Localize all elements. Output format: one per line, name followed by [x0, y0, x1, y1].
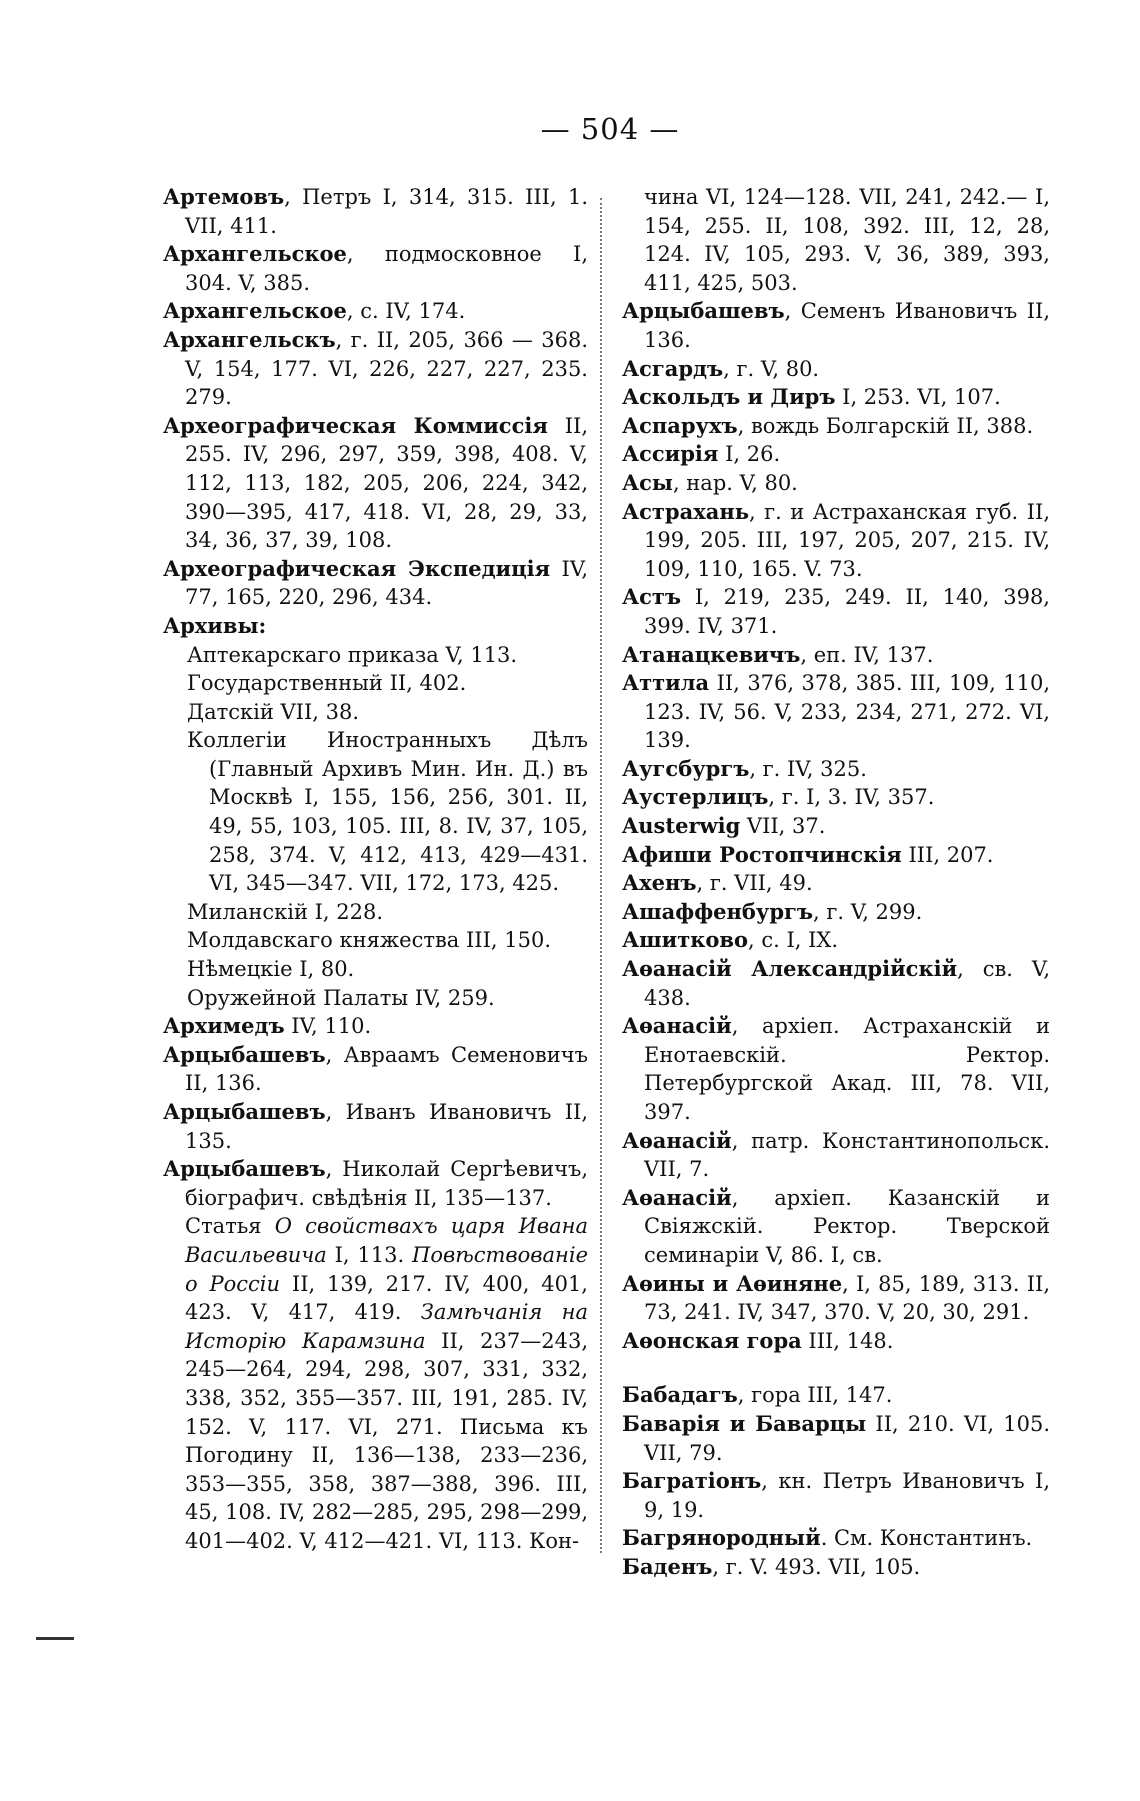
entry-headword: Аттила	[622, 670, 710, 696]
entry-headword: Архимедъ	[163, 1013, 285, 1039]
entry-references: , Петръ I, 314, 315. III, 1. VII, 411.	[185, 185, 588, 238]
entry-headword: Астрахань	[622, 498, 749, 524]
subentry-text: Миланскій I, 228.	[187, 899, 384, 924]
entry-references: , г. и Астраханская губ. II, 199, 205. III, 197, 205, 207, 215. IV, 109, 110, 165. V. 73.	[644, 499, 1050, 581]
subentry-text: Датскій VII, 38.	[187, 699, 359, 724]
subentry-text: Коллегіи Иностранныхъ Дѣлъ (Главный Архивъ Мин. Ин. Д.) въ Москвѣ I, 155, 156, 256, 301. II, 49, 55, 103, 105. III, 8. IV, 37, 105, 258, 374. V, 412, 413, 429—431. VI, 345—347. VII, 172, 173, 425.	[187, 728, 588, 896]
index-entry	[622, 1270, 1050, 1327]
index-entry	[622, 183, 1050, 297]
work-title: Повѣствованіе о Россіи	[185, 1242, 588, 1296]
index-entry	[163, 641, 588, 670]
entry-references: , г. VII, 49.	[696, 871, 813, 896]
entry-references: , Николай Сергѣевичъ, біографич. свѣдѣнія II, 135—137.	[185, 1157, 588, 1210]
index-entry	[163, 898, 588, 927]
index-entry	[163, 1155, 588, 1212]
entry-references: I, 26.	[718, 442, 781, 467]
subentry-text: Аптекарскаго приказа V, 113.	[187, 642, 518, 667]
index-entry	[163, 926, 588, 955]
entry-headword: Аѳанасій	[622, 1184, 732, 1210]
entry-continuation: Статья	[185, 1214, 275, 1239]
index-entry	[622, 641, 1050, 670]
entry-headword: Аѳонская гора	[622, 1327, 802, 1353]
index-entry	[622, 1467, 1050, 1524]
entry-continuation: чина VI, 124—128. VII, 241, 242.— I, 154, 255. II, 108, 392. III, 12, 28, 124. IV, 105, 293. V, 36, 389, 393, 411, 425, 503.	[644, 185, 1050, 295]
index-entry	[622, 869, 1050, 898]
entry-headword: Аѳанасій Александрійскій	[622, 956, 958, 982]
entry-headword: Архивы:	[163, 612, 267, 638]
index-entry	[622, 812, 1050, 841]
entry-headword: Austerwig	[622, 813, 741, 839]
entry-references: IV, 110.	[284, 1014, 372, 1039]
index-entry	[163, 1212, 588, 1555]
entry-headword: Асы	[622, 469, 673, 495]
entry-headword: Баварія и Баварцы	[622, 1410, 867, 1436]
work-title: О свойствахъ царя Ивана Васильевича	[185, 1214, 588, 1267]
index-entry	[622, 898, 1050, 927]
index-entry	[622, 355, 1050, 384]
entry-headword: Атанацкевичъ	[622, 641, 801, 667]
index-entry	[163, 726, 588, 898]
entry-references: I, 219, 235, 249. II, 140, 398, 399. IV, 371.	[644, 585, 1050, 638]
index-entry	[622, 1381, 1050, 1410]
index-entry	[622, 1012, 1050, 1126]
entry-references: , подмосковное I, 304. V, 385.	[185, 242, 588, 295]
index-entry	[163, 326, 588, 412]
entry-headword: Арцыбашевъ	[163, 1099, 326, 1124]
index-entry	[622, 412, 1050, 441]
index-entry	[163, 1098, 588, 1155]
index-entry	[163, 183, 588, 240]
entry-headword: Багрянородный	[622, 1525, 821, 1551]
index-entry	[622, 1410, 1050, 1467]
index-entry	[163, 555, 588, 612]
index-entry	[163, 1041, 588, 1098]
index-entry	[622, 755, 1050, 784]
entry-references: , г. V. 493. VII, 105.	[712, 1554, 921, 1579]
subentry-text: Государственный II, 402.	[187, 671, 467, 696]
index-entry	[622, 469, 1050, 498]
entry-references: VII, 37.	[740, 814, 826, 839]
entry-headword: Ахенъ	[622, 870, 697, 896]
index-entry	[622, 440, 1050, 469]
entry-headword: Аѳины и Аѳиняне	[622, 1270, 843, 1296]
index-entry	[163, 669, 588, 698]
margin-mark	[36, 1637, 74, 1640]
right-column	[622, 183, 1050, 1582]
entry-references: , гора III, 147.	[737, 1383, 893, 1408]
entry-references: III, 207.	[901, 842, 994, 867]
entry-references: . См. Константинъ.	[820, 1526, 1033, 1551]
index-entry	[163, 1012, 588, 1041]
entry-references: II, 210. VI, 105. VII, 79.	[644, 1411, 1051, 1465]
entry-references: , г. II, 205, 366 — 368. V, 154, 177. VI, 226, 227, 227, 235. 279.	[185, 327, 588, 410]
entry-headword: Арцыбашевъ	[163, 1156, 326, 1182]
entry-references: , Семенъ Ивановичъ II, 136.	[644, 299, 1050, 352]
index-entry	[163, 412, 588, 555]
entry-headword: Афиши Ростопчинскія	[622, 841, 902, 867]
entry-references: , с. IV, 174.	[346, 299, 466, 324]
entry-references: , г. IV, 325.	[749, 756, 867, 781]
subentry-text: Оружейной Палаты IV, 259.	[187, 985, 495, 1010]
entry-headword: Ашитково	[622, 927, 749, 953]
entry-headword: Аугсбургъ	[622, 755, 750, 781]
index-entry	[622, 498, 1050, 584]
entry-headword: Асгардъ	[622, 355, 724, 381]
entry-headword: Архангельскъ	[163, 326, 336, 352]
entry-headword: Аѳанасій	[622, 1127, 732, 1153]
entry-references: , нар. V, 80.	[672, 470, 798, 495]
index-entry	[622, 841, 1050, 870]
index-entry	[163, 698, 588, 727]
index-entry	[163, 297, 588, 326]
index-entry	[163, 955, 588, 984]
index-entry	[163, 984, 588, 1013]
index-entry	[622, 297, 1050, 354]
column-divider	[600, 198, 602, 1553]
entry-continuation: I, 113.	[326, 1242, 413, 1267]
entry-continuation: II, 237—243, 245—264, 294, 298, 307, 331, 332, 338, 352, 355—357. III, 191, 285. IV, 152. V, 117. VI, 271. Письма къ Погодину II, 136—138, 233—236, 353—355, 358, 387—388, 396. III, 45, 108. IV, 282—285, 295, 298—299, 401—402. V, 412—421. VI, 113. Кон-	[185, 1328, 588, 1553]
entry-references: , г. I, 3. IV, 357.	[768, 785, 935, 810]
entry-references: I, 253. VI, 107.	[835, 385, 1001, 410]
entry-headword: Багратіонъ	[622, 1468, 762, 1494]
entry-references: , Авраамъ Семеновичъ II, 136.	[185, 1042, 588, 1096]
subentry-text: Нѣмецкіе I, 80.	[187, 957, 355, 982]
entry-references: , г. V, 80.	[723, 356, 820, 381]
entry-headword: Астъ	[622, 584, 682, 610]
index-entry	[622, 955, 1050, 1012]
entry-references: , св. V, 438.	[644, 957, 1050, 1010]
entry-headword: Ассирія	[622, 441, 719, 467]
entry-references: , вождь Болгарскій II, 388.	[737, 413, 1034, 438]
entry-references: , г. V, 299.	[813, 899, 923, 924]
entry-references: , архіеп. Казанскій и Свіяжскій. Ректор. Тверской семинаріи V, 86. I, св.	[644, 1185, 1050, 1267]
entry-references: IV, 77, 165, 220, 296, 434.	[185, 556, 588, 610]
entry-headword: Аустерлицъ	[622, 784, 769, 810]
entry-references: III, 148.	[801, 1328, 894, 1353]
index-entry	[163, 240, 588, 297]
entry-references: , с. I, IX.	[748, 928, 839, 953]
entry-headword: Аскольдъ и Диръ	[622, 384, 836, 410]
index-entry	[622, 783, 1050, 812]
entry-headword: Археографическая Коммиссія	[163, 412, 548, 438]
entry-references: , еп. IV, 137.	[800, 642, 934, 667]
entry-references: , патр. Константинопольск. VII, 7.	[644, 1128, 1050, 1182]
index-entry	[622, 926, 1050, 955]
index-entry	[622, 1553, 1050, 1582]
page-number: — 504 —	[540, 112, 680, 146]
index-entry	[622, 583, 1050, 640]
entry-references: , кн. Петръ Ивановичъ I, 9, 19.	[644, 1469, 1050, 1522]
work-title: Замѣчанія на Исторію Карамзина	[185, 1300, 588, 1353]
index-entry	[163, 612, 588, 641]
entry-references: , I, 85, 189, 313. II, 73, 241. IV, 347, 370. V, 20, 30, 291.	[644, 1271, 1050, 1325]
entry-headword: Археографическая Экспедиція	[163, 555, 551, 581]
entry-headword: Баденъ	[622, 1553, 713, 1579]
entry-references: II, 255. IV, 296, 297, 359, 398, 408. V, 112, 113, 182, 205, 206, 224, 342, 390—395, 417, 418. VI, 28, 29, 33, 34, 36, 37, 39, 108.	[185, 413, 588, 553]
index-entry	[622, 1127, 1050, 1184]
left-column	[163, 183, 588, 1556]
entry-headword: Аспарухъ	[622, 412, 738, 438]
entry-references: , архіеп. Астраханскій и Енотаевскій. Ректор. Петербургской Акад. III, 78. VII, 397.	[644, 1014, 1050, 1124]
entry-headword: Арцыбашевъ	[622, 298, 785, 324]
entry-headword: Архангельское	[163, 241, 347, 267]
index-entry	[622, 383, 1050, 412]
entry-headword: Артемовъ	[163, 184, 285, 209]
entry-references: II, 376, 378, 385. III, 109, 110, 123. IV, 56. V, 233, 234, 271, 272. VI, 139.	[644, 671, 1050, 753]
entry-headword: Аѳанасій	[622, 1013, 732, 1039]
entry-headword: Архангельское	[163, 298, 347, 324]
index-entry	[622, 1524, 1050, 1553]
index-entry	[622, 1327, 1050, 1356]
subentry-text: Молдавскаго княжества III, 150.	[187, 928, 551, 953]
entry-headword: Арцыбашевъ	[163, 1041, 326, 1067]
entry-headword: Бабадагъ	[622, 1382, 738, 1408]
entry-headword: Ашаффенбургъ	[622, 898, 813, 924]
entry-continuation: II, 139, 217. IV, 400, 401, 423. V, 417, 419.	[185, 1271, 588, 1325]
index-entry	[622, 1184, 1050, 1270]
entry-references: , Иванъ Ивановичъ II, 135.	[185, 1100, 588, 1153]
index-entry	[622, 669, 1050, 755]
